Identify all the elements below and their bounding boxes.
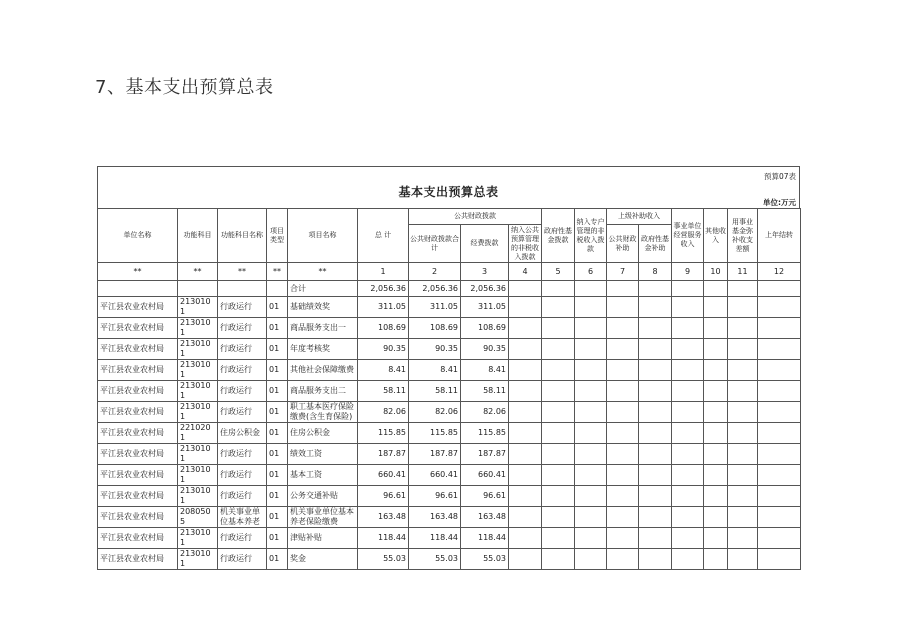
cell-empty	[728, 486, 758, 507]
cell-project-type: 01	[267, 402, 288, 423]
cell-empty	[607, 549, 639, 570]
cell-unit: 平江县农业农村局	[98, 297, 178, 318]
cell-project-type: 01	[267, 486, 288, 507]
cell-empty	[728, 507, 758, 528]
cell-empty	[509, 423, 542, 444]
header-gov-fund: 政府性基金拨款	[542, 209, 575, 263]
cell-empty	[758, 549, 801, 570]
cell-empty	[542, 318, 575, 339]
cell-empty	[509, 360, 542, 381]
cell-func-name: 行政运行	[218, 549, 267, 570]
cell-empty	[575, 528, 607, 549]
cell-empty	[542, 339, 575, 360]
column-number: 6	[575, 263, 607, 281]
cell-public-total: 82.06	[409, 402, 461, 423]
cell-empty	[639, 549, 672, 570]
cell-total: 118.44	[358, 528, 409, 549]
cell-func-name: 行政运行	[218, 339, 267, 360]
cell-empty	[639, 507, 672, 528]
cell-func-name: 行政运行	[218, 402, 267, 423]
cell-empty	[575, 318, 607, 339]
cell-empty	[639, 423, 672, 444]
cell-empty	[704, 318, 728, 339]
cell-empty	[672, 402, 704, 423]
cell-empty	[639, 339, 672, 360]
cell-empty	[672, 360, 704, 381]
cell-empty	[758, 360, 801, 381]
cell-empty	[639, 402, 672, 423]
cell-empty	[639, 444, 672, 465]
cell-func-code: 2130101	[178, 528, 218, 549]
cell-func-name: 行政运行	[218, 381, 267, 402]
table-row	[98, 486, 801, 507]
column-number: 12	[758, 263, 801, 281]
cell-project-type: 01	[267, 528, 288, 549]
cell-public-total: 55.03	[409, 549, 461, 570]
column-number: **	[178, 263, 218, 281]
cell-func-name: 行政运行	[218, 297, 267, 318]
cell-empty	[758, 318, 801, 339]
cell-funding: 108.69	[461, 318, 509, 339]
cell-project-type: 01	[267, 297, 288, 318]
cell-func-code: 2130101	[178, 402, 218, 423]
cell-total: 55.03	[358, 549, 409, 570]
cell-empty	[728, 549, 758, 570]
total-row	[98, 281, 801, 297]
cell-funding: 311.05	[461, 297, 509, 318]
cell-func-name: 行政运行	[218, 444, 267, 465]
cell-empty	[542, 423, 575, 444]
cell-empty	[728, 339, 758, 360]
cell-empty	[575, 381, 607, 402]
cell-empty	[542, 444, 575, 465]
cell-empty	[704, 549, 728, 570]
cell-empty	[672, 297, 704, 318]
cell-unit: 平江县农业农村局	[98, 423, 178, 444]
cell-empty	[575, 507, 607, 528]
cell-public-total: 96.61	[409, 486, 461, 507]
cell-public-total: 108.69	[409, 318, 461, 339]
cell-empty	[542, 360, 575, 381]
cell-func-name: 机关事业单位基本养老	[218, 507, 267, 528]
header-project-type: 项目类型	[267, 209, 288, 263]
cell-func-name: 住房公积金	[218, 423, 267, 444]
cell-public-total: 660.41	[409, 465, 461, 486]
cell-empty	[607, 486, 639, 507]
cell-empty	[758, 297, 801, 318]
cell-project-name: 津贴补贴	[288, 528, 358, 549]
cell-empty	[542, 528, 575, 549]
cell-project-type: 01	[267, 339, 288, 360]
cell-empty	[607, 339, 639, 360]
cell-public-total: 118.44	[409, 528, 461, 549]
cell-empty	[607, 528, 639, 549]
table-row	[98, 465, 801, 486]
cell-project-type: 01	[267, 507, 288, 528]
cell-empty	[728, 444, 758, 465]
cell-project-name: 商品服务支出一	[288, 318, 358, 339]
table-row	[98, 549, 801, 570]
table-row	[98, 297, 801, 318]
cell-empty	[575, 444, 607, 465]
cell-project-type: 01	[267, 381, 288, 402]
cell-empty	[542, 549, 575, 570]
cell-total: 108.69	[358, 318, 409, 339]
table-row	[98, 339, 801, 360]
cell-project-type: 01	[267, 318, 288, 339]
cell-funding: 82.06	[461, 402, 509, 423]
cell-empty	[575, 360, 607, 381]
cell-func-name: 行政运行	[218, 486, 267, 507]
cell-unit: 平江县农业农村局	[98, 318, 178, 339]
column-number: 11	[728, 263, 758, 281]
header-public-total: 公共财政拨款合计	[409, 225, 461, 263]
cell-empty	[98, 281, 178, 297]
cell-func-code: 2130101	[178, 318, 218, 339]
cell-empty	[758, 465, 801, 486]
cell-empty	[672, 318, 704, 339]
cell-empty	[758, 281, 801, 297]
column-number: **	[98, 263, 178, 281]
cell-empty	[509, 297, 542, 318]
cell-empty	[704, 339, 728, 360]
cell-empty	[575, 402, 607, 423]
cell-empty	[704, 486, 728, 507]
header-func-name: 功能科目名称	[218, 209, 267, 263]
cell-empty	[704, 402, 728, 423]
cell-unit: 平江县农业农村局	[98, 528, 178, 549]
cell-total: 311.05	[358, 297, 409, 318]
cell-empty	[704, 281, 728, 297]
cell-funding: 8.41	[461, 360, 509, 381]
cell-empty	[178, 281, 218, 297]
cell-empty	[575, 339, 607, 360]
sheet-title-area	[97, 166, 800, 209]
column-number: **	[218, 263, 267, 281]
cell-public-total: 163.48	[409, 507, 461, 528]
cell-func-code: 2130101	[178, 381, 218, 402]
cell-empty	[575, 281, 607, 297]
cell-empty	[509, 402, 542, 423]
total-sum: 2,056.36	[358, 281, 409, 297]
total-label: 合计	[288, 281, 358, 297]
cell-unit: 平江县农业农村局	[98, 486, 178, 507]
cell-func-name: 行政运行	[218, 465, 267, 486]
cell-project-type: 01	[267, 549, 288, 570]
cell-empty	[509, 549, 542, 570]
header-upper-public: 公共财政补助	[607, 225, 639, 263]
page-heading: 7、基本支出预算总表	[95, 77, 274, 98]
cell-empty	[639, 381, 672, 402]
cell-empty	[575, 549, 607, 570]
cell-empty	[542, 297, 575, 318]
cell-func-code: 2130101	[178, 444, 218, 465]
cell-empty	[509, 281, 542, 297]
cell-empty	[704, 507, 728, 528]
cell-empty	[704, 360, 728, 381]
cell-func-code: 2130101	[178, 339, 218, 360]
cell-public-total: 90.35	[409, 339, 461, 360]
cell-project-name: 奖金	[288, 549, 358, 570]
header-func-code: 功能科目	[178, 209, 218, 263]
cell-empty	[728, 423, 758, 444]
column-number: 1	[358, 263, 409, 281]
cell-empty	[542, 381, 575, 402]
cell-unit: 平江县农业农村局	[98, 360, 178, 381]
cell-empty	[639, 465, 672, 486]
cell-empty	[672, 465, 704, 486]
cell-empty	[509, 339, 542, 360]
cell-empty	[607, 381, 639, 402]
cell-unit: 平江县农业农村局	[98, 381, 178, 402]
cell-empty	[728, 297, 758, 318]
cell-project-type: 01	[267, 423, 288, 444]
cell-project-name: 住房公积金	[288, 423, 358, 444]
cell-empty	[607, 423, 639, 444]
cell-empty	[509, 381, 542, 402]
cell-project-name: 基础绩效奖	[288, 297, 358, 318]
header-total: 总 计	[358, 209, 409, 263]
table-row	[98, 423, 801, 444]
cell-empty	[758, 507, 801, 528]
table-row	[98, 444, 801, 465]
cell-unit: 平江县农业农村局	[98, 339, 178, 360]
cell-unit: 平江县农业农村局	[98, 444, 178, 465]
cell-funding: 163.48	[461, 507, 509, 528]
cell-empty	[728, 465, 758, 486]
cell-funding: 58.11	[461, 381, 509, 402]
cell-empty	[672, 339, 704, 360]
cell-funding: 187.87	[461, 444, 509, 465]
column-number: 4	[509, 263, 542, 281]
cell-func-name: 行政运行	[218, 360, 267, 381]
cell-empty	[728, 402, 758, 423]
cell-project-name: 公务交通补贴	[288, 486, 358, 507]
cell-empty	[672, 486, 704, 507]
form-number: 预算07表	[763, 172, 796, 181]
cell-empty	[639, 528, 672, 549]
cell-empty	[639, 297, 672, 318]
cell-empty	[758, 486, 801, 507]
cell-func-code: 2130101	[178, 486, 218, 507]
cell-empty	[758, 444, 801, 465]
cell-funding: 55.03	[461, 549, 509, 570]
cell-empty	[509, 486, 542, 507]
table-row	[98, 507, 801, 528]
column-number: 10	[704, 263, 728, 281]
cell-total: 660.41	[358, 465, 409, 486]
cell-project-type: 01	[267, 360, 288, 381]
cell-empty	[672, 528, 704, 549]
cell-empty	[639, 318, 672, 339]
cell-public-total: 115.85	[409, 423, 461, 444]
cell-funding: 115.85	[461, 423, 509, 444]
column-number: 7	[607, 263, 639, 281]
column-number: 9	[672, 263, 704, 281]
cell-empty	[758, 423, 801, 444]
cell-empty	[607, 444, 639, 465]
header-upper-group: 上级补助收入	[607, 209, 672, 225]
cell-func-name: 行政运行	[218, 318, 267, 339]
table-row	[98, 402, 801, 423]
cell-empty	[607, 465, 639, 486]
cell-project-name: 年度考核奖	[288, 339, 358, 360]
cell-empty	[639, 486, 672, 507]
cell-empty	[607, 507, 639, 528]
cell-empty	[575, 423, 607, 444]
cell-empty	[704, 465, 728, 486]
cell-empty	[728, 318, 758, 339]
cell-public-total: 58.11	[409, 381, 461, 402]
cell-total: 163.48	[358, 507, 409, 528]
unit-label: 单位:万元	[763, 198, 796, 207]
cell-empty	[509, 444, 542, 465]
cell-empty	[728, 528, 758, 549]
cell-public-total: 187.87	[409, 444, 461, 465]
cell-total: 90.35	[358, 339, 409, 360]
header-row-1	[98, 209, 801, 225]
cell-project-type: 01	[267, 465, 288, 486]
cell-empty	[639, 281, 672, 297]
cell-public-total: 311.05	[409, 297, 461, 318]
sheet-title: 基本支出预算总表	[398, 185, 499, 199]
cell-empty	[509, 318, 542, 339]
header-funding: 经费拨款	[461, 225, 509, 263]
table-row	[98, 381, 801, 402]
cell-empty	[218, 281, 267, 297]
cell-empty	[575, 297, 607, 318]
column-number: 3	[461, 263, 509, 281]
budget-table	[97, 208, 801, 570]
table-row	[98, 318, 801, 339]
header-business-income: 事业单位经营服务收入	[672, 209, 704, 263]
cell-empty	[607, 318, 639, 339]
cell-empty	[704, 444, 728, 465]
column-number: **	[267, 263, 288, 281]
cell-func-code: 2130101	[178, 360, 218, 381]
cell-project-name: 其他社会保障缴费	[288, 360, 358, 381]
cell-unit: 平江县农业农村局	[98, 549, 178, 570]
cell-empty	[575, 465, 607, 486]
cell-empty	[758, 402, 801, 423]
cell-empty	[672, 281, 704, 297]
cell-empty	[607, 297, 639, 318]
cell-empty	[542, 507, 575, 528]
cell-empty	[607, 402, 639, 423]
cell-empty	[672, 507, 704, 528]
cell-funding: 96.61	[461, 486, 509, 507]
column-number: **	[288, 263, 358, 281]
cell-empty	[607, 360, 639, 381]
table-body	[98, 297, 801, 570]
cell-func-code: 2130101	[178, 297, 218, 318]
cell-unit: 平江县农业农村局	[98, 402, 178, 423]
cell-public-total: 8.41	[409, 360, 461, 381]
total-funding-sum: 2,056.36	[461, 281, 509, 297]
cell-empty	[575, 486, 607, 507]
header-nontax-special: 纳入专户管理的非税收入拨款	[575, 209, 607, 263]
cell-empty	[704, 528, 728, 549]
cell-func-name: 行政运行	[218, 528, 267, 549]
cell-empty	[672, 444, 704, 465]
cell-empty	[639, 360, 672, 381]
cell-project-type: 01	[267, 444, 288, 465]
cell-empty	[758, 381, 801, 402]
cell-empty	[542, 281, 575, 297]
cell-func-code: 2210201	[178, 423, 218, 444]
column-number: 5	[542, 263, 575, 281]
cell-funding: 660.41	[461, 465, 509, 486]
cell-project-name: 绩效工资	[288, 444, 358, 465]
cell-empty	[542, 402, 575, 423]
cell-func-code: 2080505	[178, 507, 218, 528]
table-row	[98, 528, 801, 549]
cell-empty	[672, 423, 704, 444]
cell-total: 8.41	[358, 360, 409, 381]
cell-empty	[728, 281, 758, 297]
header-reserve: 用事业基金弥补收支差额	[728, 209, 758, 263]
header-upper-fund: 政府性基金补助	[639, 225, 672, 263]
cell-empty	[542, 465, 575, 486]
cell-total: 82.06	[358, 402, 409, 423]
table-row	[98, 360, 801, 381]
cell-empty	[758, 339, 801, 360]
cell-project-name: 商品服务支出二	[288, 381, 358, 402]
cell-func-code: 2130101	[178, 549, 218, 570]
cell-total: 96.61	[358, 486, 409, 507]
header-project-name: 项目名称	[288, 209, 358, 263]
cell-empty	[672, 549, 704, 570]
cell-empty	[728, 360, 758, 381]
cell-total: 58.11	[358, 381, 409, 402]
cell-project-name: 机关事业单位基本养老保险缴费	[288, 507, 358, 528]
cell-empty	[728, 381, 758, 402]
cell-empty	[672, 381, 704, 402]
cell-project-name: 基本工资	[288, 465, 358, 486]
cell-empty	[267, 281, 288, 297]
cell-empty	[758, 528, 801, 549]
column-number-row	[98, 263, 801, 281]
header-other-income: 其他收入	[704, 209, 728, 263]
cell-empty	[542, 486, 575, 507]
cell-empty	[704, 423, 728, 444]
cell-unit: 平江县农业农村局	[98, 507, 178, 528]
cell-total: 115.85	[358, 423, 409, 444]
cell-funding: 118.44	[461, 528, 509, 549]
cell-empty	[509, 465, 542, 486]
cell-func-code: 2130101	[178, 465, 218, 486]
header-nontax-budget: 纳入公共预算管理的非税收入拨款	[509, 225, 542, 263]
cell-empty	[607, 281, 639, 297]
header-carryover: 上年结转	[758, 209, 801, 263]
cell-funding: 90.35	[461, 339, 509, 360]
total-public-sum: 2,056.36	[409, 281, 461, 297]
cell-empty	[704, 297, 728, 318]
cell-empty	[509, 528, 542, 549]
column-number: 8	[639, 263, 672, 281]
cell-unit: 平江县农业农村局	[98, 465, 178, 486]
cell-empty	[704, 381, 728, 402]
cell-empty	[509, 507, 542, 528]
cell-project-name: 职工基本医疗保险缴费(含生育保险)	[288, 402, 358, 423]
header-public-group: 公共财政拨款	[409, 209, 542, 225]
column-number: 2	[409, 263, 461, 281]
cell-total: 187.87	[358, 444, 409, 465]
header-unit-name: 单位名称	[98, 209, 178, 263]
